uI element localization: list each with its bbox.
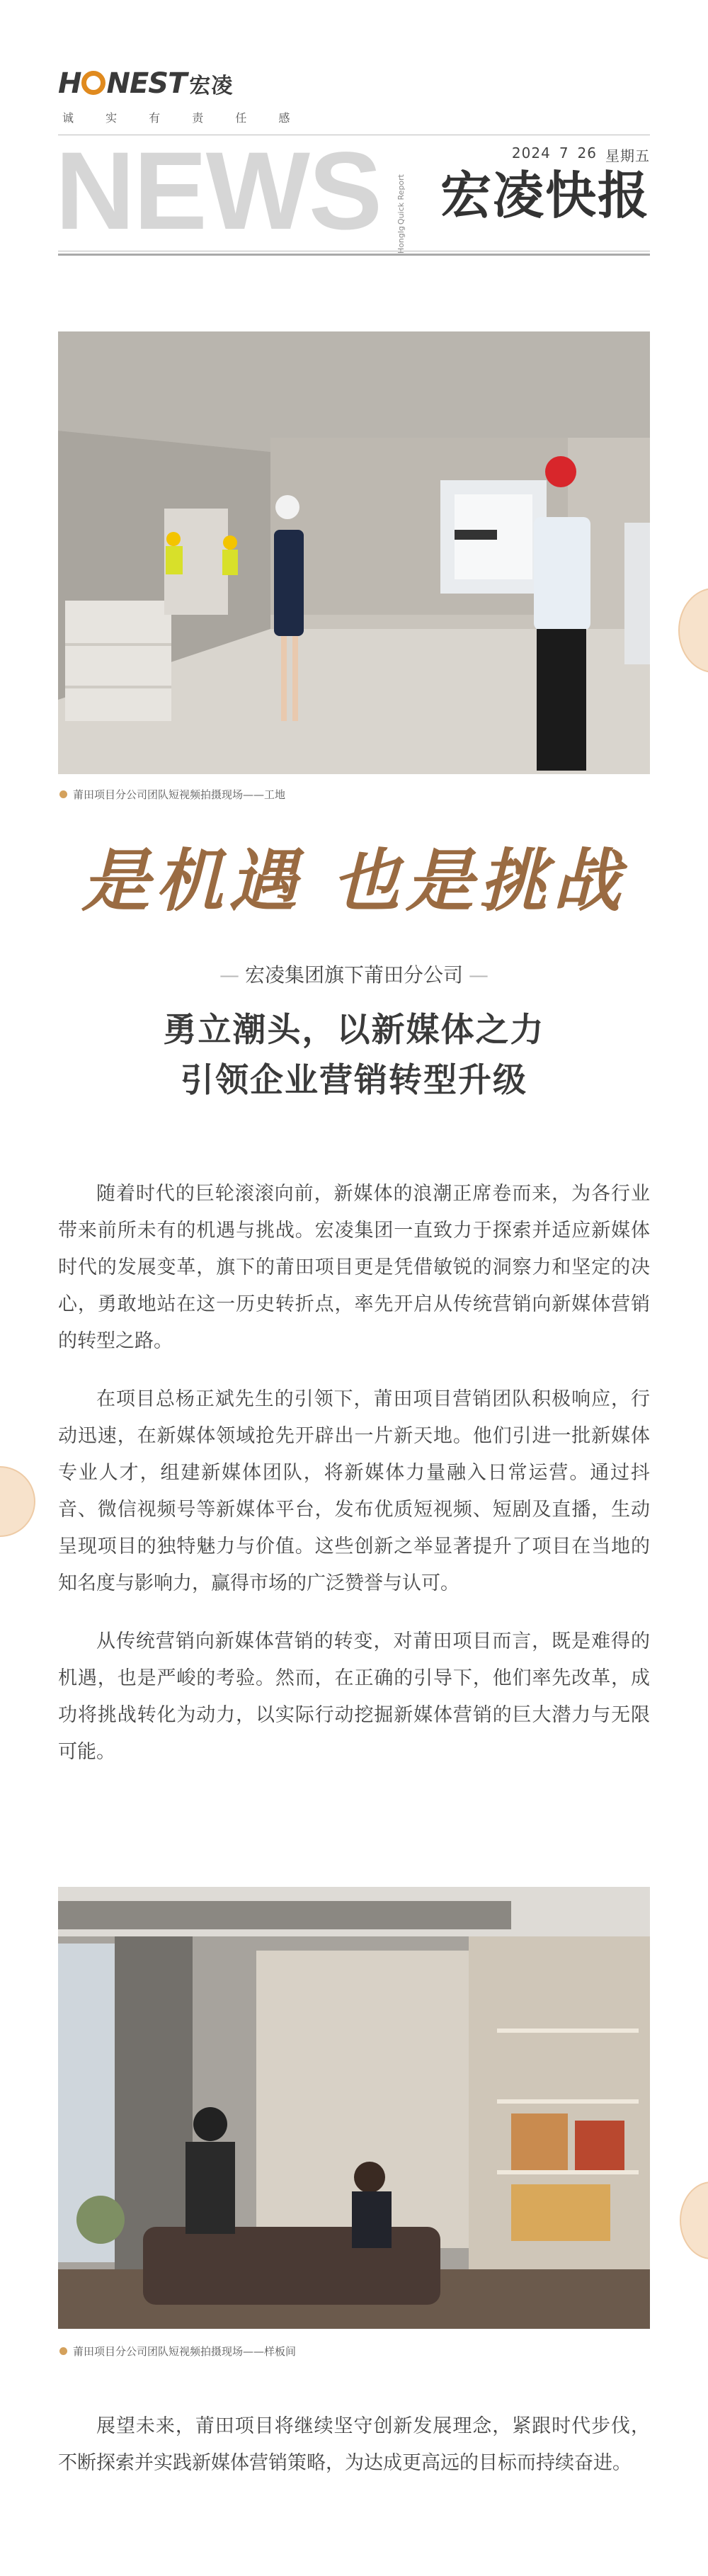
article-body-part2 [58,2408,650,2482]
logo-chinese-name: 宏凌 [189,74,234,98]
article-kicker: — 宏凌集团旗下莆田分公司 — [219,963,489,987]
logo-wordmark [58,68,304,99]
showroom-illustration [58,1887,650,2329]
decorative-circle-left [0,1466,35,1537]
caption-bullet-icon [59,790,67,798]
photo1-caption: 莆田项目分公司团队短视频拍摄现场——工地 [59,787,285,802]
construction-site-illustration [58,331,650,774]
company-logo [58,68,304,125]
construction-site-photo [58,331,650,774]
date-year: 2024 [511,144,551,161]
decorative-circle-right-lower [680,2181,708,2259]
date-weekday: 星期五 [605,147,650,164]
photo2-caption: 莆田项目分公司团队短视频拍摄现场——样板间 [59,2344,296,2359]
header-bottom-rule [58,251,650,256]
date-day: 26 [577,144,597,161]
masthead-title: 宏凌快报 [440,166,650,225]
headline-line-2: 引领企业营销转型升级 [181,1060,527,1100]
logo-slogan: 诚 实 有 责 任 感 [62,111,304,125]
article-headline [0,1006,708,1106]
masthead-news-word: NEWS [55,130,381,253]
headline-line-1: 勇立潮头，以新媒体之力 [163,1011,545,1050]
paragraph-3: 从传统营销向新媒体营销的转变，对莆田项目而言，既是难得的机遇，也是严峻的考验。然而，在正确的引导下，他们率先改革，成功将挑战转化为动力，以实际行动挖掘新媒体营销的巨大潜力与无限可能。 [58,1630,650,1763]
issue-date [512,144,650,165]
logo-o-ring-icon [81,71,105,95]
paragraph-1: 随着时代的巨轮滚滚向前，新媒体的浪潮正席卷而来，为各行业带来前所未有的机遇与挑战。宏凌集团一直致力于探索并适应新媒体时代的发展变革，旗下的莆田项目更是凭借敏锐的洞察力和坚定的决心，勇敢地站在这一历史转折点，率先开启从传统营销向新媒体营销的转型之路。 [58,1183,650,1352]
showroom-photo [58,1887,650,2329]
logo-brand: H NEST [58,67,187,100]
feature-slogan: 是机遇 也是挑战 [81,841,627,921]
date-month: 7 [559,144,569,161]
paragraph-2: 在项目总杨正斌先生的引领下，莆田项目营销团队积极响应，行动迅速，在新媒体领域抢先开辟出一片新天地。他们引进一批新媒体专业人才，组建新媒体团队，将新媒体力量融入日常运营。通过抖音、微信视频号等新媒体平台，发布优质短视频、短剧及直播，生动呈现项目的独特魅力与价值。这些创新之举显著提升了项目在当地的知名度与影响力，赢得市场的广泛赞誉与认可。 [58,1388,650,1594]
masthead-subtitle: Honglg Quick Report [396,174,406,254]
article-body-part1 [58,1176,650,1771]
paragraph-4: 展望未来，莆田项目将继续坚守创新发展理念，紧跟时代步伐，不断探索并实践新媒体营销策略，为达成更高远的目标而持续奋进。 [58,2415,650,2474]
decorative-circle-right [678,588,708,673]
caption-bullet-icon [59,2347,67,2355]
